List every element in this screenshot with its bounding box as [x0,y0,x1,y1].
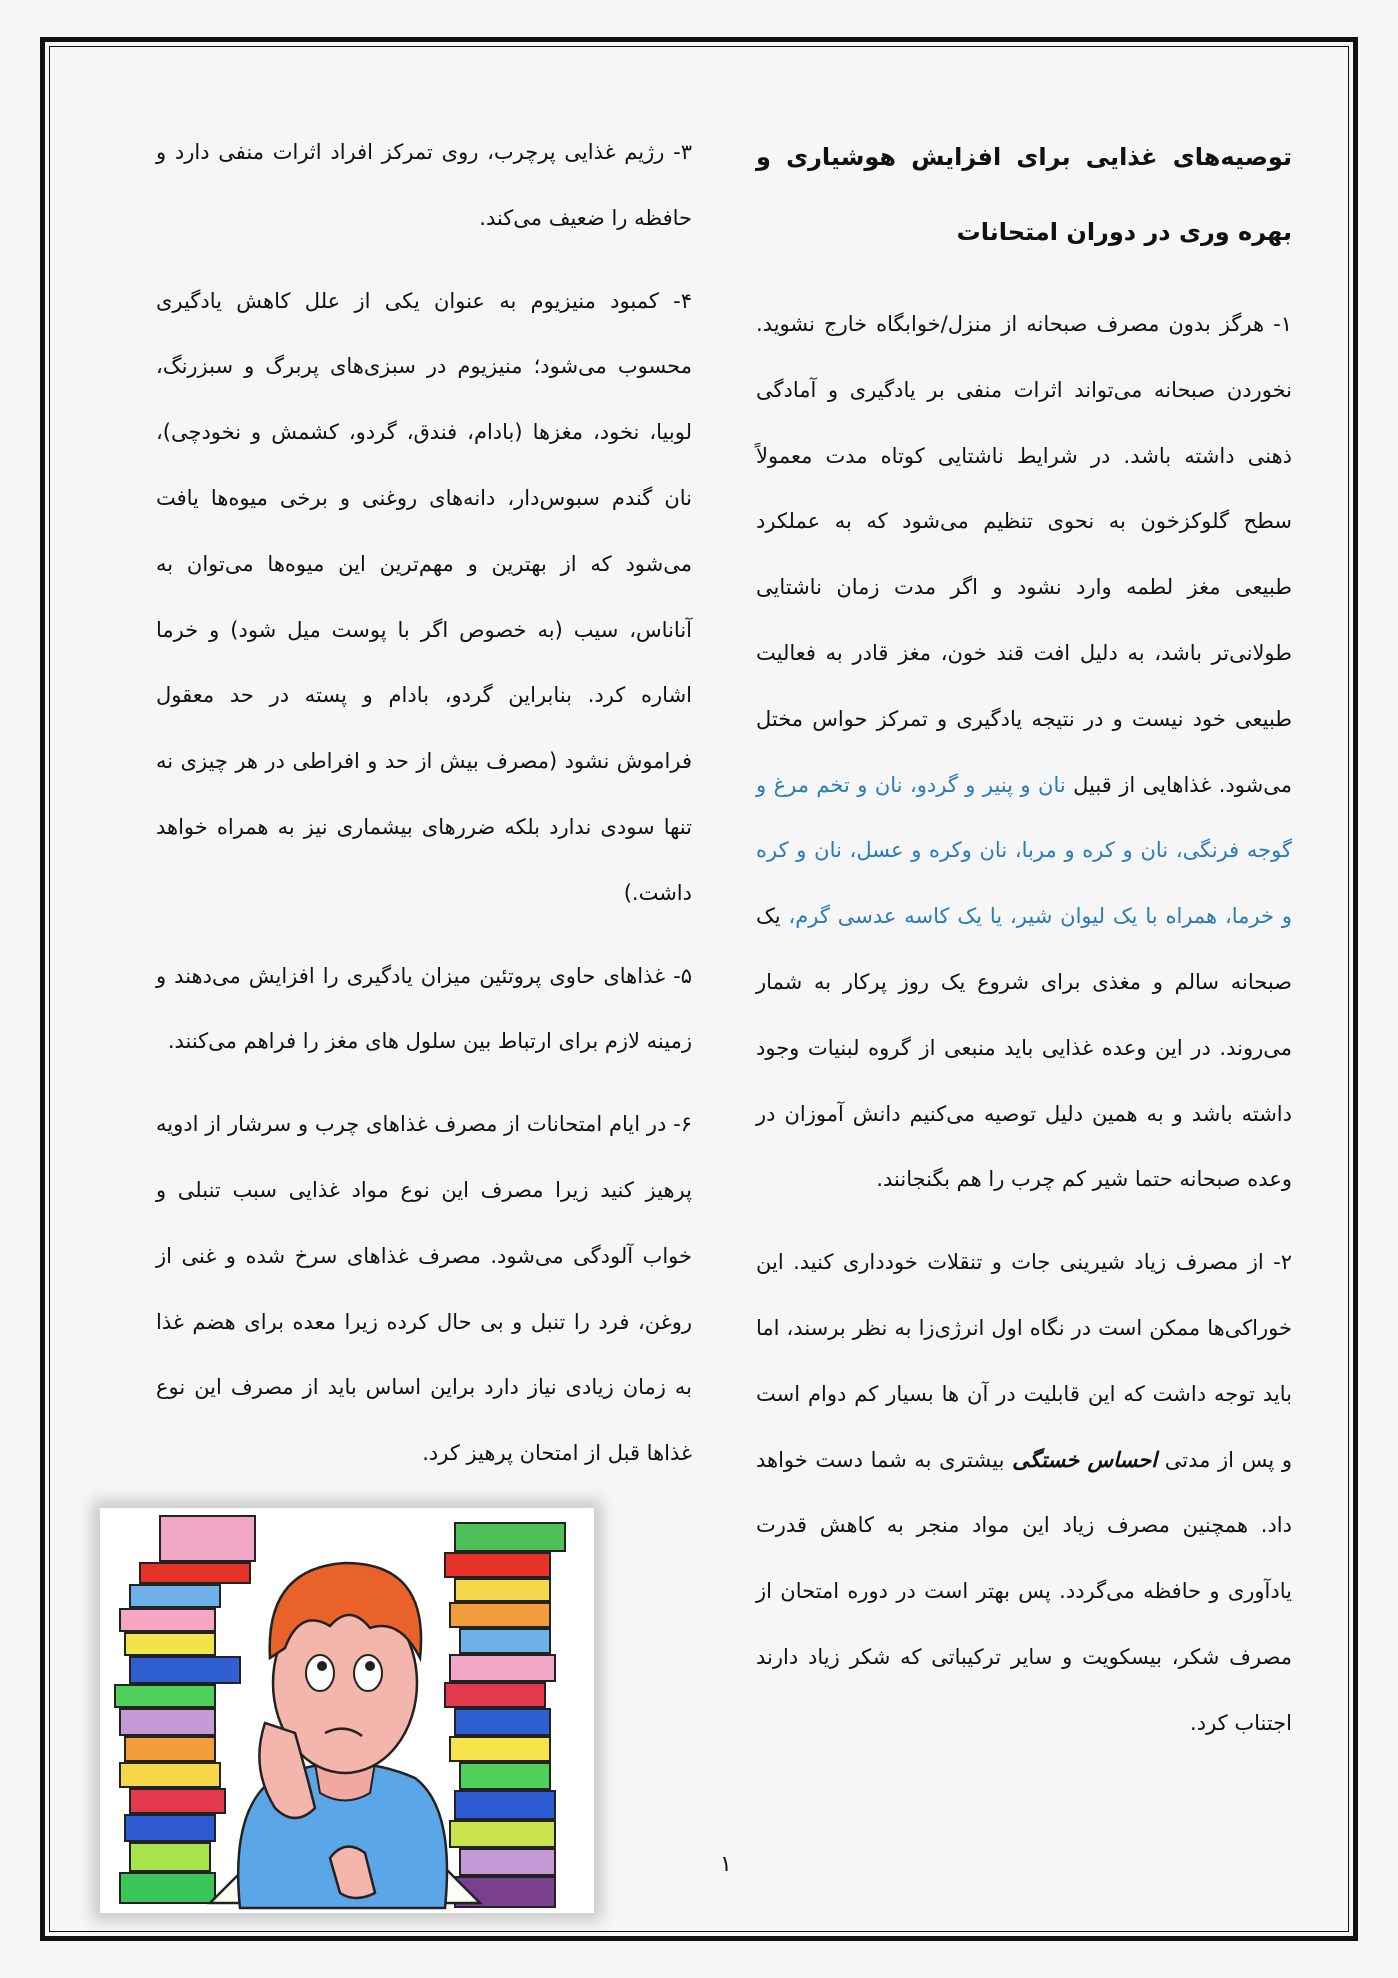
tip-2-text: ۲- از مصرف زیاد شیرینی جات و تنقلات خودداری کنید. این خوراکی‌ها ممکن است در نگاه اول انرژی‌زا به نظر برسند، اما باید توجه داشت که این قابلیت در آن ها بسیار کم دوام است و پس از مدتی [756,1250,1292,1472]
left-column [156,120,692,1487]
student-with-books-illustration [100,1508,594,1913]
tip-2 [756,1230,1292,1756]
tip-5: ۵- غذاهای حاوی پروتئین میزان یادگیری را افزایش می‌دهند و زمینه لازم برای ارتباط بین سلول های مغز را فراهم می‌کنند. [156,963,692,1054]
tip-6: ۶- در ایام امتحانات از مصرف غذاهای چرب و سرشار از ادویه پرهیز کنید زیرا مصرف این نوع مواد غذایی سبب تنبلی و خواب آلودگی می‌شود. مصرف غذاهای سرخ شده و غنی از روغن، فرد را تنبل و بی حال کرده زیرا معده برای هضم غذا به زمان زیادی نیاز دارد براین اساس باید از مصرف این نوع غذاها قبل از امتحان پرهیز کرد. [156,1112,692,1466]
page-number: ۱ [720,1852,732,1877]
tip-1 [756,292,1292,1213]
tip-1-text-end: یک صبحانه سالم و مغذی برای شروع یک روز پرکار به شمار می‌روند. در این وعده غذایی باید منبعی از گروه لبنیات وجود داشته باشد و به همین دلیل توصیه می‌کنیم دانش آموزان در وعده صبحانه حتما شیر کم چرب را هم بگنجانند. [756,904,1292,1192]
tip-1-text: ۱- هرگز بدون مصرف صبحانه از منزل/خوابگاه خارج نشوید. نخوردن صبحانه می‌تواند اثرات منفی بر یادگیری و آمادگی ذهنی داشته باشد. در شرایط ناشتایی کوتاه مدت معمولاً سطح گلوکزخون به نحوی تنظیم می‌شود که به عملکرد طبیعی مغز لطمه وارد نشود و اگر مدت زمان ناشتایی طولانی‌تر باشد، به دلیل افت قند خون، مغز قادر به فعالیت طبیعی خود نیست و در نتیجه یادگیری و تمرکز حواس مختل می‌شود. غذاهایی از قبیل [756,312,1292,797]
tip-3: ۳- رژیم غذایی پرچرب، روی تمرکز افراد اثرات منفی دارد و حافظه را ضعیف می‌کند. [156,140,692,230]
tip-2-text-end: بیشتری به شما دست خواهد داد. همچنین مصرف زیاد این مواد منجر به کاهش قدرت یادآوری و حافظه می‌گردد. پس بهتر است در دوره امتحان از مصرف شکر، بیسکویت و سایر ترکیباتی که شکر زیاد دارند اجتناب کرد. [756,1447,1292,1735]
right-column [756,120,1292,1757]
tip-4: ۴- کمبود منیزیوم به عنوان یکی از علل کاهش یادگیری محسوب می‌شود؛ منیزیوم در سبزی‌های پربرگ و سبزرنگ، لوبیا، نخود، مغزها (بادام، فندق، گردو، کشمش و نخودچی)، نان گندم سبوس‌دار، دانه‌های روغنی و برخی میوه‌ها یافت می‌شود که از بهترین و مهم‌ترین این میوه‌ها می‌توان به آناناس، سیب (به خصوص اگر با پوست میل شود) و خرما اشاره کرد. بنابراین گردو، بادام و پسته در حد معقول فراموش نشود (مصرف بیش از حد و افراطی در هر چیزی نه تنها سودی ندارد بلکه ضررهای بیشماری نیز به همراه خواهد داشت.) [156,288,692,905]
right-book-stack [445,1523,565,1907]
page-title: توصیه‌های غذایی برای افزایش هوشیاری و بهره وری در دوران امتحانات [756,143,1292,246]
tip-1-breakfast-examples: نان و پنیر و گردو، نان و تخم مرغ و گوجه فرنگی، نان و کره و مربا، نان وکره و عسل، نان و کره و خرما، همراه با یک لیوان شیر، یا یک کاسه عدسی گرم، [756,772,1292,929]
tip-2-emphasis: احساس خستگی [1012,1447,1158,1472]
